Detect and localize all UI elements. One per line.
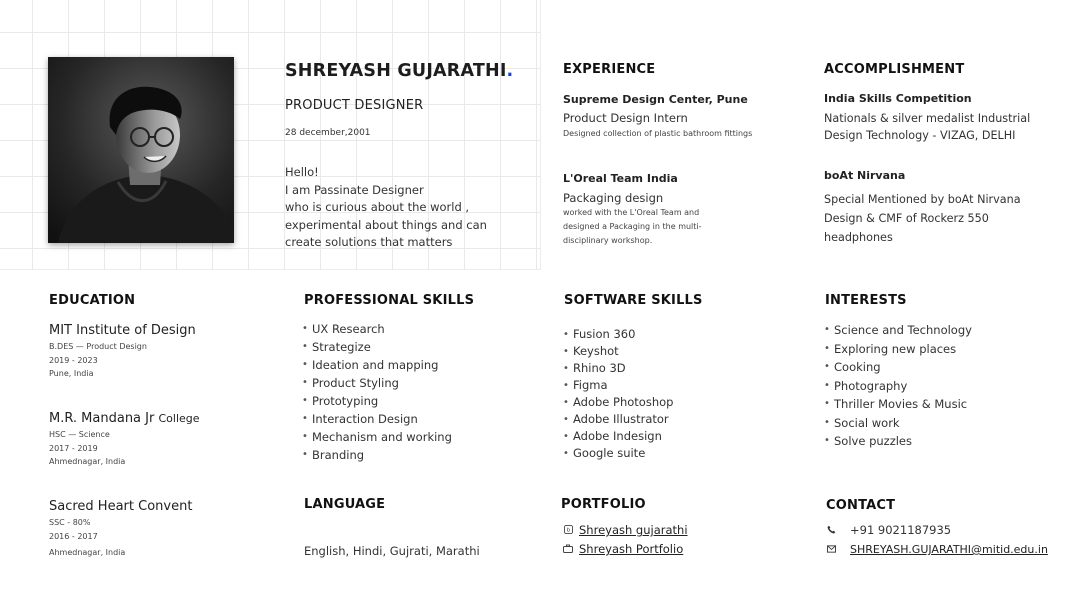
accomplishment-desc: Special Mentioned by boAt Nirvana Design & CMF of Rockerz 550 headphones — [824, 193, 1021, 244]
email-address[interactable]: SHREYASH.GUJARATHI@mitid.edu.in — [850, 543, 1048, 556]
list-item: • Interaction Design — [302, 410, 452, 428]
list-item: • Keyshot — [563, 343, 673, 360]
phone-number[interactable]: +91 9021187935 — [850, 523, 952, 537]
briefcase-icon — [563, 544, 573, 554]
language-heading: LANGUAGE — [304, 497, 386, 512]
list-item: • Figma — [563, 377, 673, 394]
professional-skills-heading: PROFESSIONAL SKILLS — [304, 293, 475, 308]
contact-heading: CONTACT — [826, 498, 896, 513]
accomplishment-desc: Nationals & silver medalist Industrial Design Technology - VIZAG, DELHI — [824, 112, 1031, 142]
list-item: • Solve puzzles — [824, 432, 972, 451]
education-item: M.R. Mandana Jr College HSC — Science 2017 - 2019 Ahmednagar, India — [49, 411, 200, 466]
school-name: Sacred Heart Convent — [49, 499, 193, 514]
experience-role: Packaging design — [563, 191, 664, 205]
accomplishment-heading: ACCOMPLISHMENT — [824, 62, 965, 77]
portfolio-heading: PORTFOLIO — [561, 497, 646, 512]
experience-desc: worked with the L'Oreal Team and designed a Packaging in the multi- disciplinary workshop. — [563, 208, 702, 245]
portfolio-link-label[interactable]: Shreyash Portfolio — [579, 542, 684, 556]
intro-line: who is curious about the world , — [285, 200, 470, 214]
portfolio-link-behance[interactable] — [563, 523, 688, 537]
experience-org: L'Oreal Team India — [563, 172, 678, 185]
profile-dob: 28 december,2001 — [285, 128, 371, 138]
profile-intro — [285, 164, 515, 252]
list-item: • Adobe Illustrator — [563, 411, 673, 428]
interests-list — [824, 321, 972, 451]
portfolio-link-label[interactable]: Shreyash gujarathi — [579, 523, 688, 537]
list-item: • Exploring new places — [824, 340, 972, 359]
list-item: • Science and Technology — [824, 321, 972, 340]
accomplishment-title: India Skills Competition — [824, 92, 972, 105]
experience-heading: EXPERIENCE — [563, 62, 656, 77]
list-item: • Cooking — [824, 358, 972, 377]
portfolio-link-site[interactable] — [563, 542, 683, 556]
list-item: • Prototyping — [302, 392, 452, 410]
list-item: • Thriller Movies & Music — [824, 395, 972, 414]
experience-org: Supreme Design Center, Pune — [563, 93, 748, 106]
contact-phone[interactable] — [826, 523, 951, 537]
professional-skills-list — [302, 320, 452, 464]
profile-photo — [48, 57, 234, 243]
list-item: • UX Research — [302, 320, 452, 338]
software-skills-list — [563, 326, 673, 462]
list-item: • Adobe Photoshop — [563, 394, 673, 411]
profile-name: SHREYASH GUJARATHI. — [285, 61, 514, 81]
accomplishment-title: boAt Nirvana — [824, 169, 906, 182]
list-item: • Social work — [824, 414, 972, 433]
intro-line: I am Passinate Designer — [285, 182, 424, 197]
education-item: MIT Institute of Design B.DES — Product Design 2019 - 2023 Pune, India — [49, 323, 196, 378]
list-item: • Product Styling — [302, 374, 452, 392]
list-item: • Ideation and mapping — [302, 356, 452, 374]
school-name: M.R. Mandana Jr College — [49, 411, 200, 426]
education-item: Sacred Heart Convent SSC - 80% 2016 - 2017 Ahmednagar, India — [49, 499, 193, 557]
language-value: English, Hindi, Gujrati, Marathi — [304, 544, 480, 558]
mail-icon — [826, 545, 836, 555]
experience-desc: Designed collection of plastic bathroom fittings — [563, 129, 753, 138]
phone-icon — [826, 525, 836, 535]
profile-role: PRODUCT DESIGNER — [285, 98, 424, 113]
list-item: • Rhino 3D — [563, 360, 673, 377]
list-item: • Google suite — [563, 445, 673, 462]
name-accent-dot: . — [506, 61, 514, 81]
list-item: • Adobe Indesign — [563, 428, 673, 445]
svg-text:b: b — [566, 527, 570, 534]
interests-heading: INTERESTS — [825, 293, 907, 308]
education-heading: EDUCATION — [49, 293, 136, 308]
list-item: • Mechanism and working — [302, 428, 452, 446]
experience-role: Product Design Intern — [563, 111, 688, 125]
software-skills-heading: SOFTWARE SKILLS — [564, 293, 703, 308]
list-item: • Branding — [302, 446, 452, 464]
school-name: MIT Institute of Design — [49, 323, 196, 338]
behance-icon — [563, 525, 573, 535]
list-item: • Strategize — [302, 338, 452, 356]
intro-line: experimental about things and can — [285, 217, 487, 232]
list-item: • Fusion 360 — [563, 326, 673, 343]
list-item: • Photography — [824, 377, 972, 396]
contact-email[interactable] — [826, 543, 1048, 556]
intro-line: create solutions that matters — [285, 235, 453, 249]
intro-line: Hello! — [285, 165, 319, 179]
